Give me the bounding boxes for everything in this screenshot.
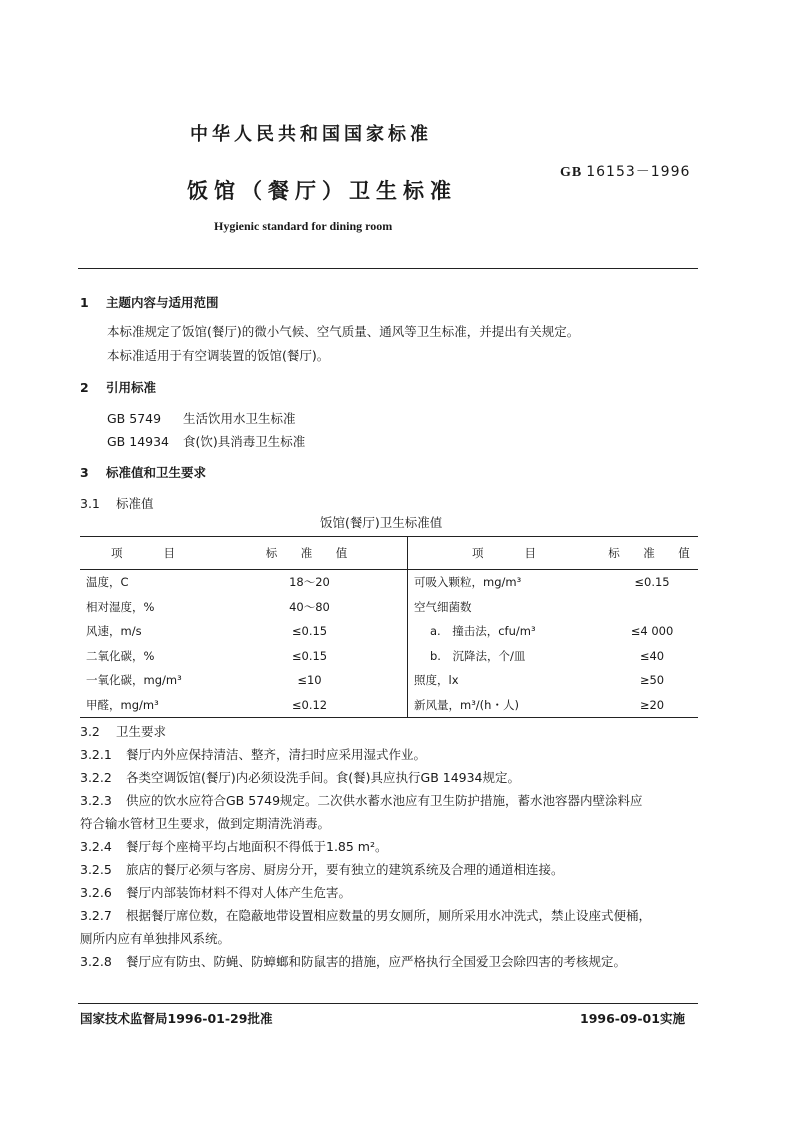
section-3-heading: 3 标准值和卫生要求 <box>80 465 207 480</box>
table-cell-item: 二氧化碳，% <box>86 648 155 663</box>
top-divider <box>78 268 698 269</box>
code-number: 16153－1996 <box>586 164 691 180</box>
table-cell-item: b. 沉降法，个/皿 <box>430 648 526 663</box>
standard-values-table <box>80 536 698 718</box>
requirement-number: 3.2.1 <box>80 747 112 762</box>
requirement-text: 供应的饮水应符合GB 5749规定。二次供水蓄水池应有卫生防护措施，蓄水池容器内壁涂料应 <box>126 793 643 808</box>
bottom-divider <box>78 1003 698 1004</box>
table-cell-item: 空气细菌数 <box>414 599 472 614</box>
section-1-heading: 1 主题内容与适用范围 <box>80 295 219 310</box>
requirement-number: 3.2.4 <box>80 839 112 854</box>
requirement-item <box>80 906 651 924</box>
table-row <box>80 619 698 644</box>
section-3-1-heading: 3.1 标准值 <box>80 496 154 511</box>
requirement-text: 餐厅内外应保持清洁、整齐，清扫时应采用湿式作业。 <box>126 747 427 762</box>
national-standard-label: 中华人民共和国国家标准 <box>190 124 432 145</box>
standard-code <box>560 161 690 181</box>
table-cell-item: 温度，C <box>86 575 129 590</box>
requirement-text: 根据餐厅席位数，在隐蔽地带设置相应数量的男女厕所，厕所采用水冲洗式，禁止设座式便桶， <box>126 908 652 923</box>
column-header: 标 准 值 <box>606 537 698 570</box>
requirement-text: 餐厅每个座椅平均占地面积不得低于1.85 m²。 <box>126 839 388 854</box>
requirement-continuation: 厕所内应有单独排风系统。 <box>80 931 231 946</box>
column-header: 项 目 <box>80 537 212 570</box>
requirement-item <box>80 745 426 763</box>
reference-item: GB 5749 生活饮用水卫生标准 <box>107 411 296 426</box>
requirement-item <box>80 952 626 970</box>
code-prefix: GB <box>560 165 583 180</box>
page-title: 饭馆（餐厅）卫生标准 <box>187 179 457 203</box>
requirement-number: 3.2.5 <box>80 862 112 877</box>
requirement-number: 3.2.3 <box>80 793 112 808</box>
requirement-number: 3.2.7 <box>80 908 112 923</box>
page-title-english: Hygienic standard for dining room <box>214 219 393 233</box>
requirement-text: 各类空调饭馆(餐厅)内必须设洗手间。食(餐)具应执行GB 14934规定。 <box>126 770 521 785</box>
table-cell-value: ≥20 <box>639 697 665 712</box>
table-cell-item: 风速，m/s <box>86 624 142 639</box>
table-cell-item: 相对湿度，% <box>86 599 155 614</box>
requirement-continuation: 符合输水管材卫生要求，做到定期清洗消毒。 <box>80 816 331 831</box>
table-cell-item: 一氧化碳，mg/m³ <box>86 673 182 688</box>
table-header-row <box>80 537 698 570</box>
requirement-number: 3.2.2 <box>80 770 112 785</box>
table-body <box>80 570 698 718</box>
table-cell-value: ≤4 000 <box>630 624 674 639</box>
requirement-item <box>80 791 643 809</box>
reference-item: GB 14934 食(饮)具消毒卫生标准 <box>107 434 306 449</box>
requirement-item <box>80 860 564 878</box>
section-1-paragraph: 本标准适用于有空调装置的饭馆(餐厅)。 <box>107 348 330 363</box>
table-cell-value <box>606 595 698 620</box>
effective-date: 1996-09-01实施 <box>580 1011 685 1026</box>
table-cell-item: a. 撞击法，cfu/m³ <box>430 624 536 639</box>
table-row <box>80 595 698 620</box>
section-1-paragraph: 本标准规定了饭馆(餐厅)的微小气候、空气质量、通风等卫生标准，并提出有关规定。 <box>107 324 580 339</box>
table-row <box>80 570 698 595</box>
table-cell-value: ≤0.15 <box>212 644 408 669</box>
column-header: 标 准 值 <box>212 537 408 570</box>
table-cell-item: 可吸入颗粒，mg/m³ <box>414 575 522 590</box>
table-cell-value: 18～20 <box>212 570 408 595</box>
requirement-item <box>80 768 520 786</box>
requirement-text: 餐厅应有防虫、防蝇、防蟑螂和防鼠害的措施，应严格执行全国爱卫会除四害的考核规定。 <box>126 954 627 969</box>
table-row <box>80 693 698 718</box>
requirement-number: 3.2.8 <box>80 954 112 969</box>
table-cell-value: ≤40 <box>639 648 665 663</box>
table-cell-value: 40～80 <box>212 595 408 620</box>
requirement-item <box>80 883 351 901</box>
table-cell-value: ≤0.12 <box>212 693 408 718</box>
table-caption: 饭馆(餐厅)卫生标准值 <box>320 515 443 530</box>
requirement-text: 餐厅内部装饰材料不得对人体产生危害。 <box>126 885 352 900</box>
section-3-2-heading: 3.2 卫生要求 <box>80 724 167 739</box>
table-cell-item: 新风量，m³/(h・人) <box>414 697 519 712</box>
table-cell-item: 照度，lx <box>414 673 459 688</box>
table-cell-value: ≤0.15 <box>212 619 408 644</box>
table-row <box>80 644 698 669</box>
table-cell-value: ≤0.15 <box>634 575 670 590</box>
table-row <box>80 668 698 693</box>
requirement-text: 旅店的餐厅必须与客房、厨房分开，要有独立的建筑系统及合理的通道相连接。 <box>126 862 564 877</box>
approval-note: 国家技术监督局1996-01-29批准 <box>80 1011 273 1026</box>
table-cell-value: ≤10 <box>212 668 408 693</box>
table-cell-value: ≥50 <box>639 673 665 688</box>
table-cell-item: 甲醛，mg/m³ <box>86 697 159 712</box>
section-2-heading: 2 引用标准 <box>80 380 157 395</box>
requirement-number: 3.2.6 <box>80 885 112 900</box>
requirement-item <box>80 837 388 855</box>
column-header: 项 目 <box>408 537 607 570</box>
